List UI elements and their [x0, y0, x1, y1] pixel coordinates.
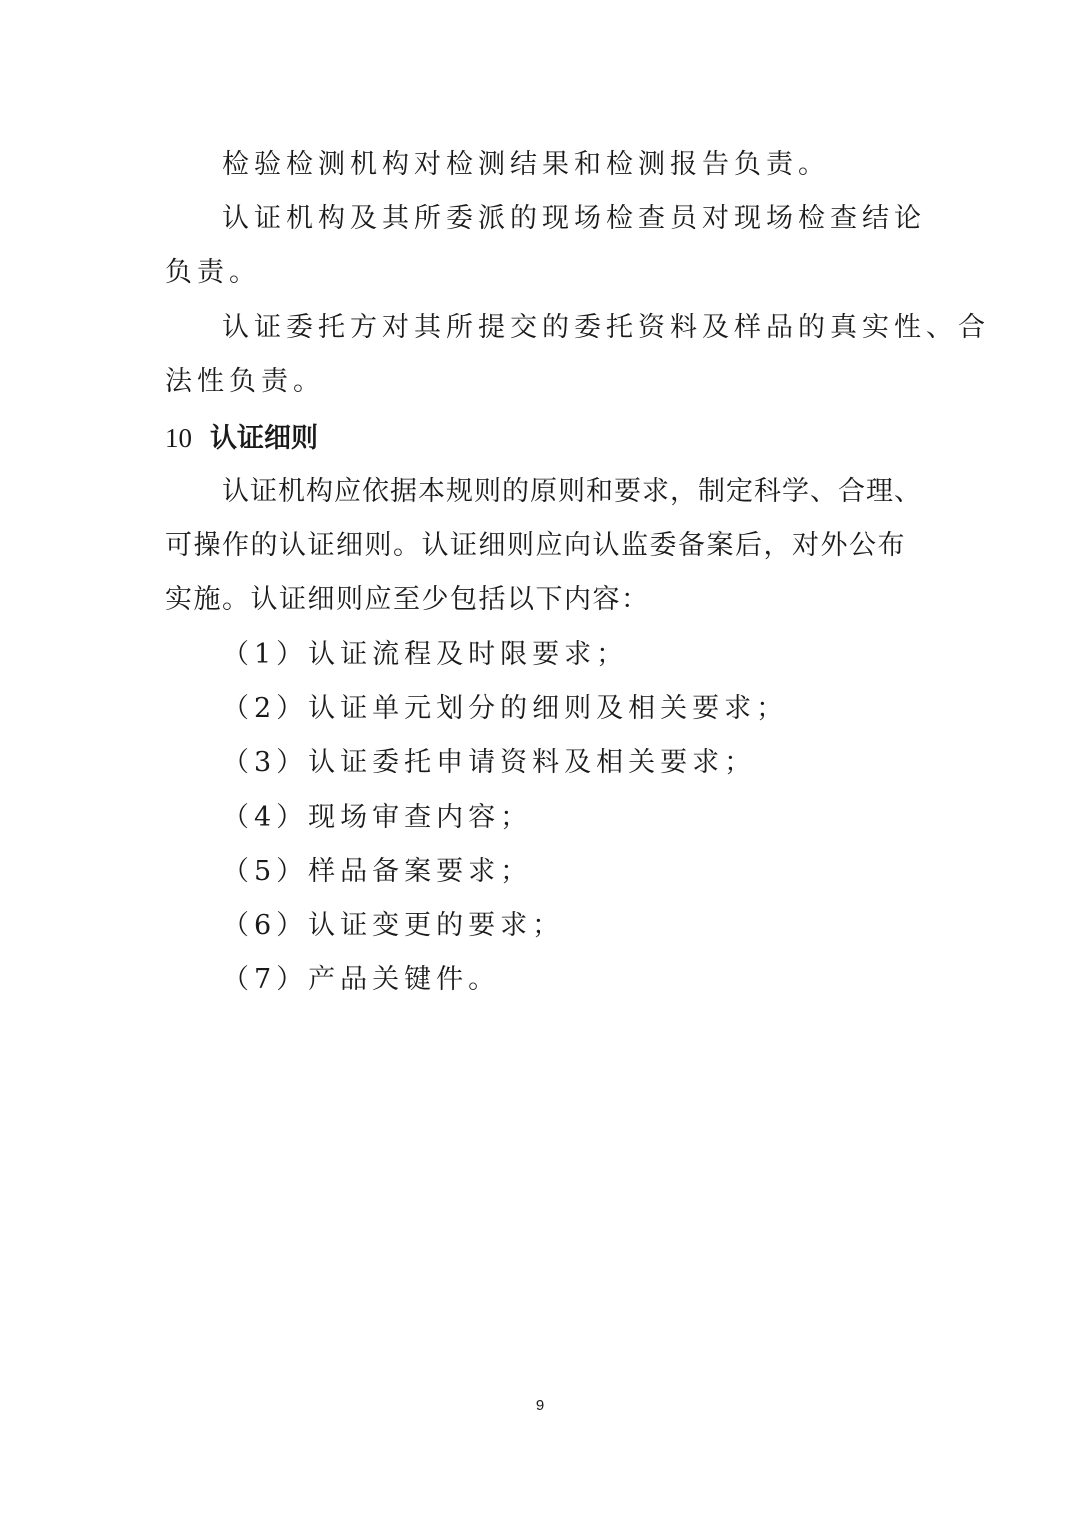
body-line-1: 认证机构应依据本规则的原则和要求，制定科学、合理、	[222, 476, 922, 507]
list-item: （2）认证单元划分的细则及相关要求；	[222, 693, 789, 724]
list-item: （7）产品关键件。	[222, 964, 501, 995]
paragraph-inspector-responsibility-line1: 认证机构及其所委派的现场检查员对现场检查结论	[222, 203, 926, 234]
paragraph-testing-responsibility: 检验检测机构对检测结果和检测报告负责。	[222, 149, 830, 180]
list-item: （3）认证委托申请资料及相关要求；	[222, 747, 757, 778]
section-heading	[165, 420, 318, 457]
list-item: （1）认证流程及时限要求；	[222, 639, 629, 670]
section-number: 10	[165, 423, 192, 453]
list-item: （6）认证变更的要求；	[222, 910, 565, 941]
page-number: 9	[535, 1397, 545, 1414]
section-title: 认证细则	[210, 423, 318, 454]
paragraph-applicant-responsibility-line2: 法性负责。	[165, 366, 325, 397]
paragraph-applicant-responsibility-line1: 认证委托方对其所提交的委托资料及样品的真实性、合	[222, 312, 990, 343]
body-line-3: 实施。认证细则应至少包括以下内容：	[165, 584, 650, 615]
list-item: （4）现场审查内容；	[222, 802, 533, 833]
body-line-2: 可操作的认证细则。认证细则应向认监委备案后，对外公布	[165, 530, 906, 561]
list-item: （5）样品备案要求；	[222, 856, 533, 887]
paragraph-inspector-responsibility-line2: 负责。	[165, 257, 261, 288]
